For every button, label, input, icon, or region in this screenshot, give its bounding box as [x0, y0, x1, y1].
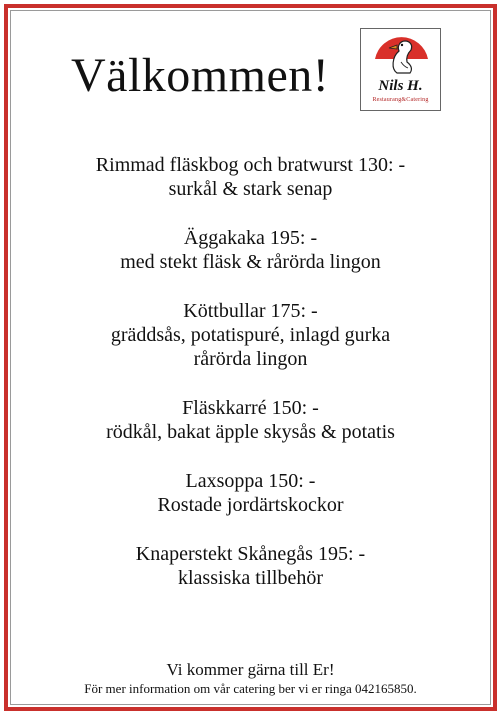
dish-description: Rostade jordärtskockor [157, 494, 344, 516]
dish-description: rårörda lingon [193, 348, 308, 370]
dish-item [15, 542, 486, 590]
dish-description: rödkål, bakat äpple skysås & potatis [106, 421, 395, 443]
footer-contact-info: För mer information om vår catering ber vi er ringa 042165850. [84, 681, 417, 696]
page-title: Välkommen! [71, 49, 330, 102]
footer [15, 660, 486, 697]
dish-list [15, 153, 486, 615]
dish-name-price: Köttbullar 175: - [183, 300, 318, 322]
dish-item [15, 469, 486, 517]
dish-item [15, 153, 486, 201]
logo-subtitle: Restaurang&Catering [372, 97, 429, 103]
menu-content [15, 15, 486, 700]
dish-description: surkål & stark senap [168, 178, 333, 200]
dish-item [15, 299, 486, 371]
footer-welcome: Vi kommer gärna till Er! [166, 660, 335, 679]
dish-item [15, 226, 486, 274]
dish-description: gräddsås, potatispuré, inlagd gurka [110, 324, 391, 346]
dish-name-price: Rimmad fläskbog och bratwurst 130: - [95, 154, 406, 176]
dish-name-price: Knaperstekt Skånegås 195: - [135, 543, 366, 565]
dish-description: med stekt fläsk & rårörda lingon [120, 251, 381, 273]
dish-description: klassiska tillbehör [178, 567, 323, 589]
dish-name-price: Fläskkarré 150: - [182, 397, 319, 419]
dish-item [15, 396, 486, 444]
restaurant-logo [360, 28, 441, 111]
logo-name: Nils H. [378, 78, 423, 94]
dish-name-price: Laxsoppa 150: - [185, 470, 316, 492]
dish-name-price: Äggakaka 195: - [183, 227, 318, 249]
